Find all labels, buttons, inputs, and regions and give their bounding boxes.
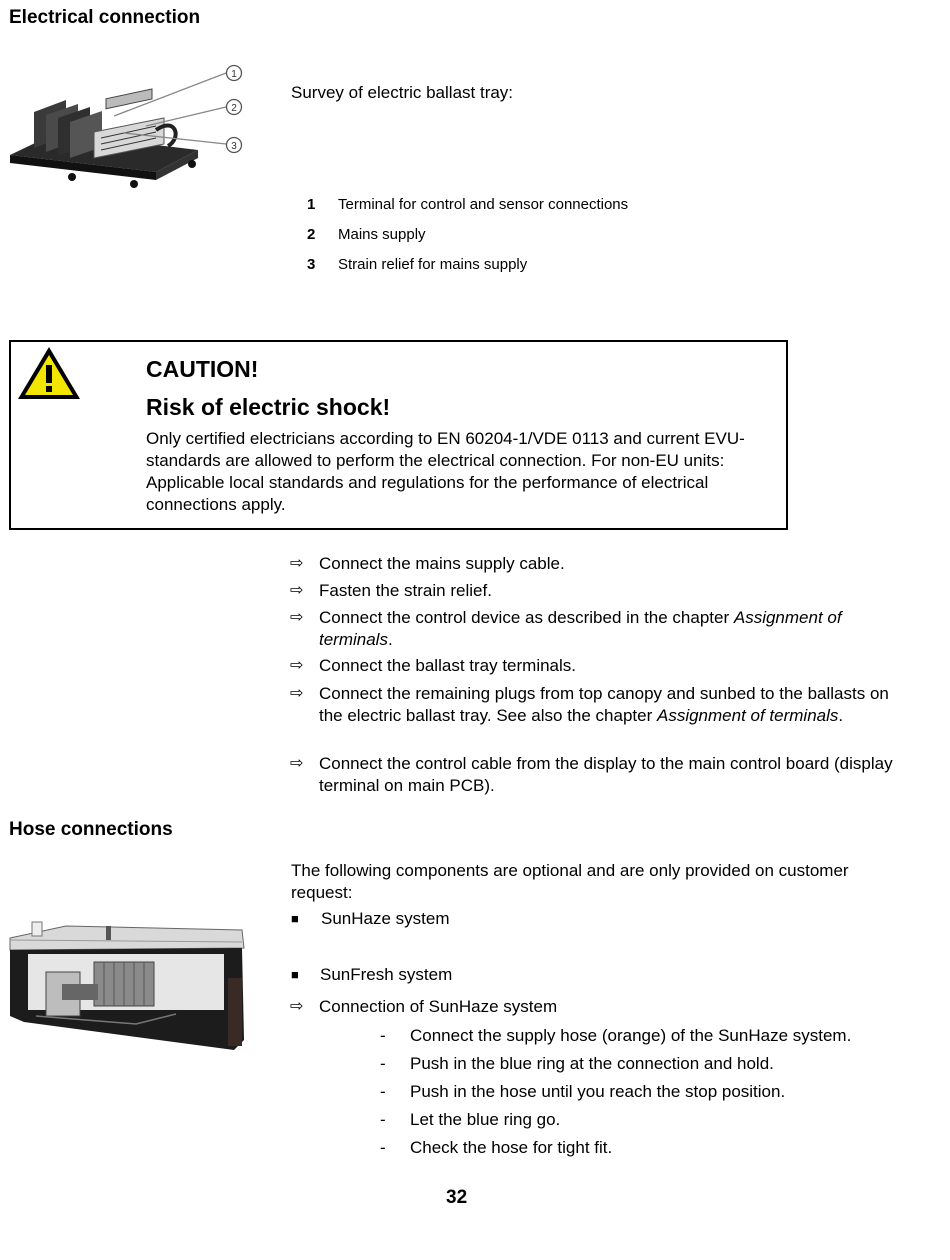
option-text: SunFresh system bbox=[320, 965, 453, 984]
legend-number: 1 bbox=[307, 196, 316, 213]
arrow-right-icon: ⇨ bbox=[290, 609, 304, 626]
callout-3: 3 bbox=[231, 141, 237, 152]
callout-1: 1 bbox=[231, 69, 237, 80]
dash-marker: - bbox=[380, 1110, 386, 1129]
bullet-square-icon: ■ bbox=[291, 967, 299, 982]
section-heading-hose: Hose connections bbox=[9, 819, 173, 840]
callout-2: 2 bbox=[231, 103, 237, 114]
page-number: 32 bbox=[446, 1187, 468, 1208]
legend-text: Terminal for control and sensor connections bbox=[338, 196, 629, 213]
step-text: Connect the control device as described in the chapter Assignment of terminals. bbox=[319, 608, 842, 649]
sub-step-text: Let the blue ring go. bbox=[410, 1110, 561, 1129]
arrow-right-icon: ⇨ bbox=[290, 657, 304, 674]
step-text: Connect the control cable from the display to the main control board (display terminal on main PCB). bbox=[319, 754, 893, 795]
section-heading-electrical: Electrical connection bbox=[9, 7, 201, 28]
sub-step-text: Check the hose for tight fit. bbox=[410, 1138, 613, 1157]
step-text: Connect the mains supply cable. bbox=[319, 554, 565, 573]
arrow-right-icon: ⇨ bbox=[290, 582, 304, 599]
sub-step-text: Push in the blue ring at the connection and hold. bbox=[410, 1054, 774, 1073]
sub-step-text: Push in the hose until you reach the stop position. bbox=[410, 1082, 786, 1101]
step-text: Fasten the strain relief. bbox=[319, 581, 492, 600]
warning-triangle-icon bbox=[16, 345, 82, 401]
dash-marker: - bbox=[380, 1026, 386, 1045]
step-text: Connection of SunHaze system bbox=[319, 997, 558, 1016]
legend-text: Mains supply bbox=[338, 226, 426, 243]
sunbed-image bbox=[6, 918, 248, 1060]
dash-marker: - bbox=[380, 1082, 386, 1101]
arrow-right-icon: ⇨ bbox=[290, 555, 304, 572]
arrow-right-icon: ⇨ bbox=[290, 685, 304, 702]
legend-number: 3 bbox=[307, 256, 316, 273]
legend-text: Strain relief for mains supply bbox=[338, 256, 528, 273]
caution-box bbox=[9, 340, 788, 530]
hose-intro: The following components are optional and are only provided on customer request: bbox=[291, 861, 849, 902]
arrow-right-icon: ⇨ bbox=[290, 998, 304, 1015]
caution-title: CAUTION! bbox=[146, 356, 259, 382]
ballast-tray-image bbox=[6, 60, 246, 192]
sub-step-text: Connect the supply hose (orange) of the SunHaze system. bbox=[410, 1026, 852, 1045]
survey-caption: Survey of electric ballast tray: bbox=[291, 83, 514, 102]
dash-marker: - bbox=[380, 1138, 386, 1157]
caution-text: Only certified electricians according to EN 60204-1/VDE 0113 and current EVU-standards are allowed to perform the electrical connection. For non-EU units: Applicable local standards and regulations for the performance of electrical connections apply. bbox=[146, 429, 745, 514]
legend-number: 2 bbox=[307, 226, 316, 243]
option-text: SunHaze system bbox=[321, 909, 450, 928]
caution-subtitle: Risk of electric shock! bbox=[146, 394, 391, 420]
dash-marker: - bbox=[380, 1054, 386, 1073]
chapter-reference: Assignment of terminals bbox=[656, 706, 839, 725]
step-text: Connect the remaining plugs from top canopy and sunbed to the ballasts on the electric ballast tray. See also the chapter Assignment of terminals. bbox=[319, 684, 889, 725]
arrow-right-icon: ⇨ bbox=[290, 755, 304, 772]
chapter-reference: Assignment of terminals bbox=[319, 608, 842, 649]
bullet-square-icon: ■ bbox=[291, 911, 299, 926]
step-text: Connect the ballast tray terminals. bbox=[319, 656, 577, 675]
